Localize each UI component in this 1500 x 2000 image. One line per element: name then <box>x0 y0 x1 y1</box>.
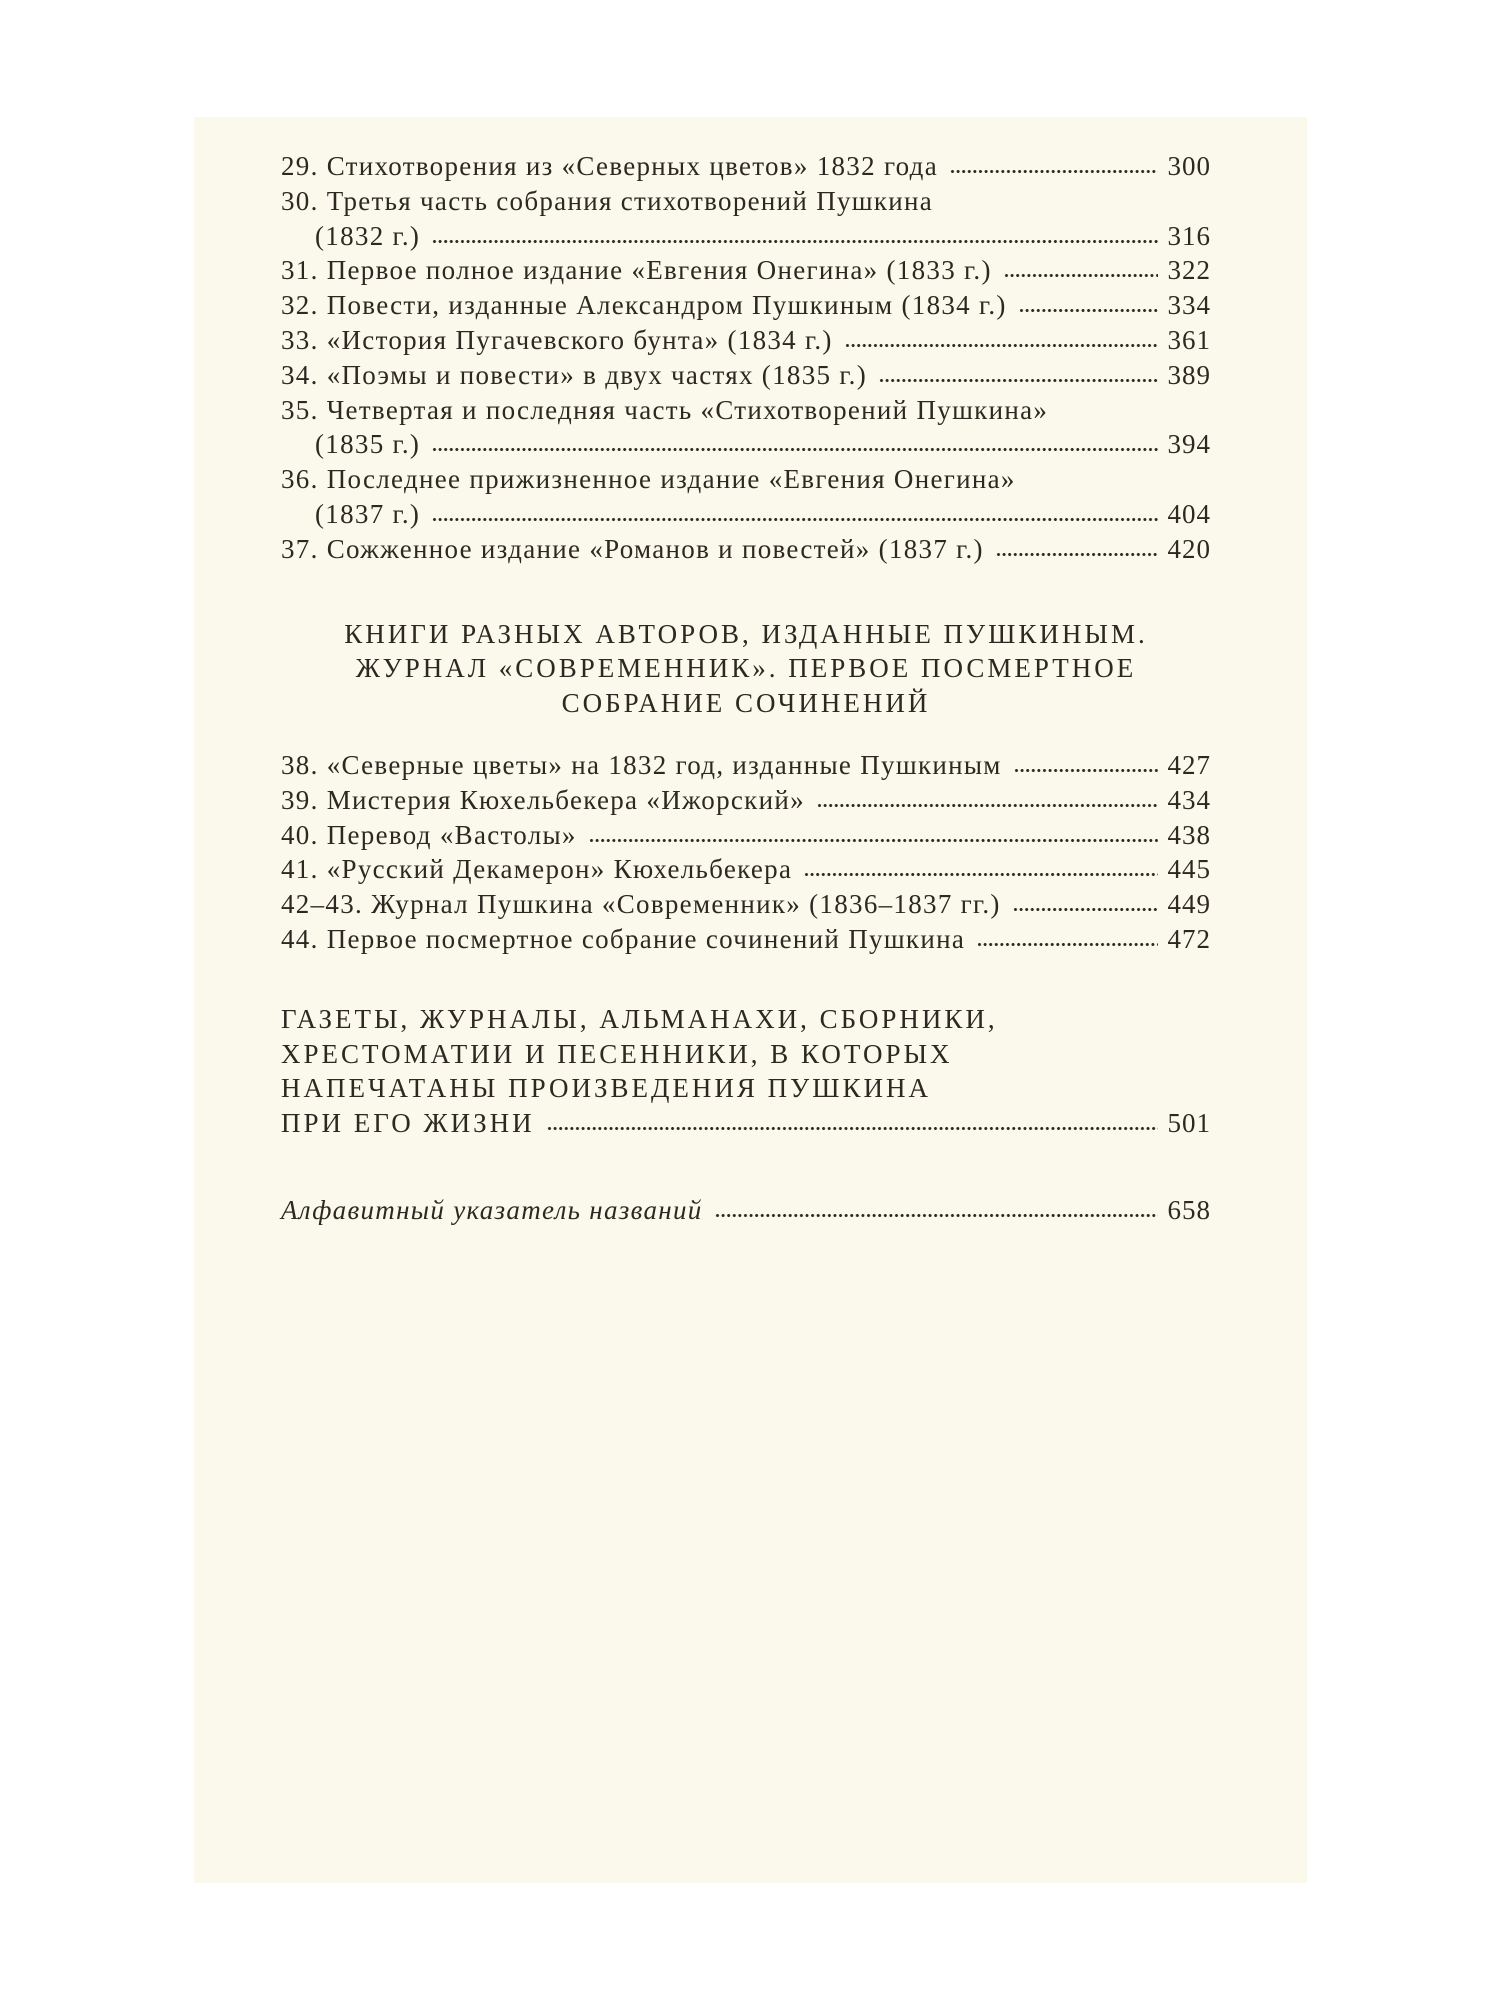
section-heading-line <box>281 1037 1211 1072</box>
toc-row <box>281 532 1211 567</box>
toc-row <box>281 818 1211 853</box>
section-heading-text: ЖУРНАЛ «СОВРЕМЕННИК». ПЕРВОЕ ПОСМЕРТНОЕ <box>355 653 1137 684</box>
toc-row <box>281 393 1211 428</box>
section-heading-text: КНИГИ РАЗНЫХ АВТОРОВ, ИЗДАННЫЕ ПУШКИНЫМ. <box>344 618 1148 649</box>
section-heading-text: СОБРАНИЕ СОЧИНЕНИЙ <box>561 688 931 719</box>
dot-leader <box>432 239 1157 245</box>
page-number: 434 <box>1167 784 1211 815</box>
toc-row <box>281 922 1211 957</box>
toc-entry-text: 41. «Русский Декамерон» Кюхельбекера <box>281 854 793 885</box>
toc-row <box>281 149 1211 184</box>
toc-entry-text: (1832 г.) <box>315 220 421 251</box>
dot-leader <box>804 872 1157 878</box>
toc-entry-text: 37. Сожженное издание «Романов и повестей» (1837 г.) <box>281 533 984 564</box>
section-heading-text: ПРИ ЕГО ЖИЗНИ <box>281 1108 535 1139</box>
toc-entry-text: 36. Последнее прижизненное издание «Евгения Онегина» <box>281 464 1016 495</box>
section-heading-line <box>281 1002 1211 1037</box>
table-of-contents <box>281 149 1211 1228</box>
toc-entry-text: 35. Четвертая и последняя часть «Стихотворений Пушкина» <box>281 394 1049 425</box>
toc-row <box>281 427 1211 462</box>
dot-leader <box>589 838 1158 844</box>
page-number: 501 <box>1167 1108 1211 1139</box>
dot-leader <box>977 942 1157 948</box>
toc-row <box>281 358 1211 393</box>
toc-row <box>281 887 1211 922</box>
page-number: 394 <box>1167 429 1211 460</box>
page-number: 316 <box>1167 220 1211 251</box>
toc-entry-text: (1835 г.) <box>315 429 421 460</box>
toc-entry-text: (1837 г.) <box>315 498 421 529</box>
page-number: 300 <box>1167 151 1211 181</box>
section-heading-line <box>281 686 1211 721</box>
section-heading-line <box>281 1106 1211 1141</box>
dot-leader <box>547 1126 1158 1132</box>
page-number: 404 <box>1167 498 1211 529</box>
dot-leader <box>432 447 1157 453</box>
page-number: 420 <box>1167 533 1211 564</box>
toc-entry-text: 40. Перевод «Вастолы» <box>281 819 577 850</box>
section-heading-line <box>281 1071 1211 1106</box>
section-heading-text: ХРЕСТОМАТИИ И ПЕСЕННИКИ, В КОТОРЫХ <box>281 1038 953 1069</box>
toc-row <box>281 783 1211 818</box>
section-heading-line <box>281 617 1211 652</box>
toc-entry-text: 39. Мистерия Кюхельбекера «Ижорский» <box>281 784 805 815</box>
toc-entry-text: 38. «Северные цветы» на 1832 год, изданные Пушкиным <box>281 749 1002 780</box>
book-page <box>194 117 1307 1883</box>
dot-leader <box>879 378 1157 384</box>
page-number: 472 <box>1167 923 1211 954</box>
dot-leader <box>845 343 1158 349</box>
dot-leader <box>996 552 1158 558</box>
toc-entry-text: 31. Первое полное издание «Евгения Онегина» (1833 г.) <box>281 255 992 286</box>
dot-leader <box>1019 308 1158 314</box>
toc-row <box>281 288 1211 323</box>
toc-entry-text: 44. Первое посмертное собрание сочинений Пушкина <box>281 923 966 954</box>
toc-entry-text: 42–43. Журнал Пушкина «Современник» (1836–1837 гг.) <box>281 889 1001 920</box>
page-number: 389 <box>1167 359 1211 390</box>
toc-row <box>281 253 1211 288</box>
dot-leader <box>1014 768 1158 774</box>
section-heading-text: ГАЗЕТЫ, ЖУРНАЛЫ, АЛЬМАНАХИ, СБОРНИКИ, <box>281 1003 998 1034</box>
page-number: 322 <box>1167 255 1211 286</box>
page-number: 438 <box>1167 819 1211 850</box>
toc-row <box>281 462 1211 497</box>
toc-entry-text: Алфавитный указатель названий <box>281 1194 703 1225</box>
toc-row <box>281 323 1211 358</box>
page-number: 658 <box>1167 1194 1211 1225</box>
toc-row <box>281 1193 1211 1228</box>
toc-row <box>281 748 1211 783</box>
toc-row <box>281 852 1211 887</box>
dot-leader <box>817 803 1158 809</box>
toc-entry-text: 30. Третья часть собрания стихотворений Пушкина <box>281 185 934 216</box>
section-heading-text: НАПЕЧАТАНЫ ПРОИЗВЕДЕНИЯ ПУШКИНА <box>281 1073 931 1104</box>
page-number: 449 <box>1167 889 1211 920</box>
page-number: 334 <box>1167 290 1211 321</box>
page-number: 427 <box>1167 749 1211 780</box>
section-heading-line <box>281 651 1211 686</box>
dot-leader <box>1013 907 1158 913</box>
dot-leader <box>432 517 1157 523</box>
toc-row <box>281 184 1211 219</box>
toc-row <box>281 219 1211 254</box>
dot-leader <box>950 169 1158 175</box>
toc-entry-text: 29. Стихотворения из «Северных цветов» 1832 года <box>281 151 938 181</box>
toc-entry-text: 33. «История Пугачевского бунта» (1834 г.) <box>281 324 833 355</box>
dot-leader <box>1004 273 1158 279</box>
dot-leader <box>715 1213 1158 1219</box>
toc-entry-text: 32. Повести, изданные Александром Пушкиным (1834 г.) <box>281 290 1007 321</box>
toc-row <box>281 497 1211 532</box>
page-number: 445 <box>1167 854 1211 885</box>
toc-entry-text: 34. «Поэмы и повести» в двух частях (1835 г.) <box>281 359 868 390</box>
page-number: 361 <box>1167 324 1211 355</box>
